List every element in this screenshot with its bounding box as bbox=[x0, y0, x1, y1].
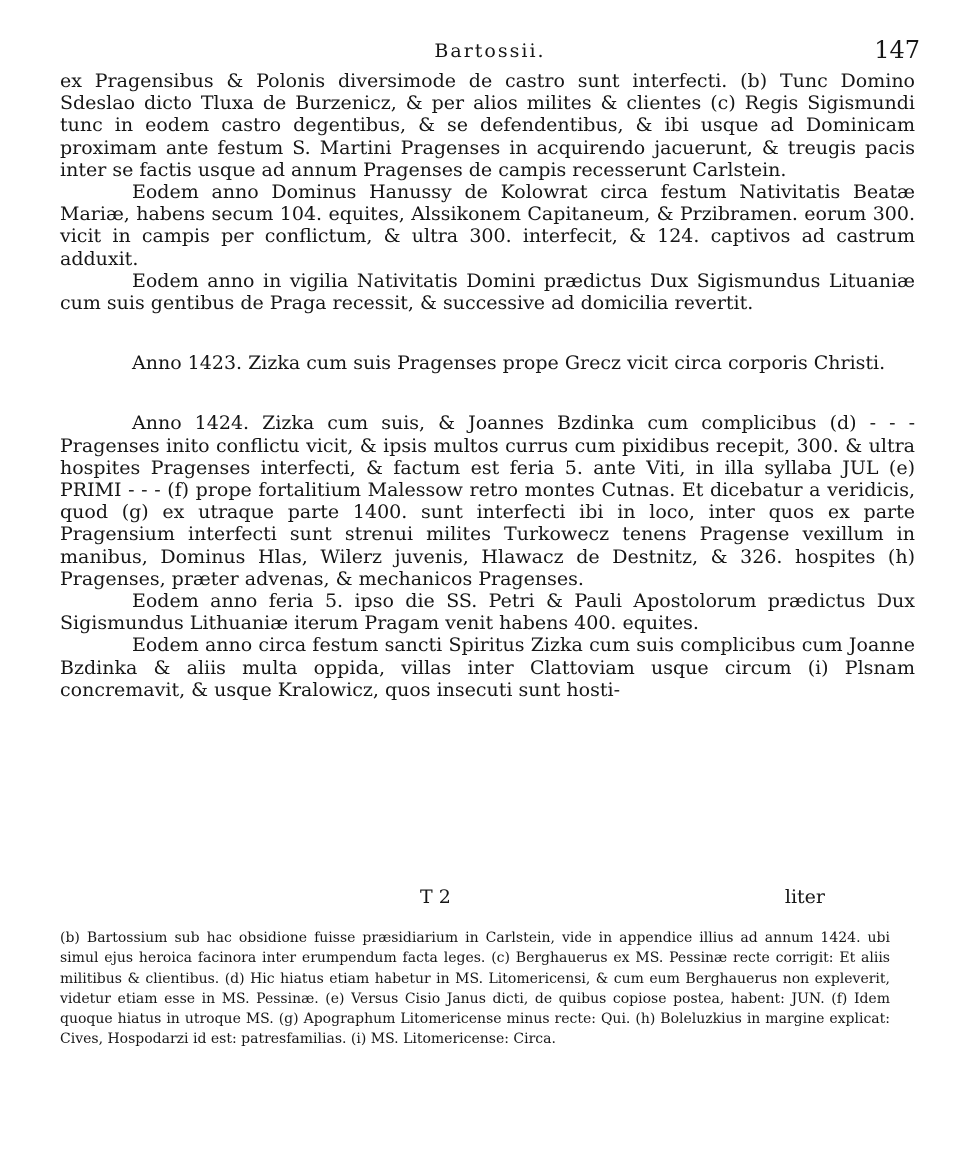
catchword: liter bbox=[784, 886, 825, 908]
main-text bbox=[60, 70, 915, 701]
footnotes bbox=[60, 928, 890, 1050]
paragraph-castrum: ex Pragensibus & Polonis diversimode de castro sunt interfecti. (b) Tunc Domino Sdeslao dicto Tluxa de Burzenicz, & per alios milites & clientes (c) Regis Sigismundi tunc in eodem castro degentibus, & se defendentibus, & ibi usque ad Dominicam proximam ante festum S. Martini Pragenses in acquirendo jacuerunt, & treugis pacis inter se factis usque ad annum Pragenses de campis recesserunt Carlstein. bbox=[60, 70, 915, 181]
entry-1424: Anno 1424. Zizka cum suis, & Joannes Bzdinka cum complicibus (d) - - - Pragenses inito conflictu vicit, & ipsis multos currus cum pixidibus recepit, 300. & ultra hospites Pragenses interfecti, & factum est feria 5. ante Viti, in illa syllaba JUL (e) PRIMI - - - (f) prope fortalitium Malessow retro montes Cutnas. Et dicebatur a veridicis, quod (g) ex utraque parte 1400. sunt interfecti ibi in loco, inter quos ex parte Pragensium interfecti sunt strenui milites Turkowecz tenens Pragense vexillum in manibus, Dominus Hlas, Wilerz juvenis, Hlawacz de Destnitz, & 326. hospites (h) Pragenses, præter advenas, & mechanicos Pragenses. bbox=[60, 412, 915, 590]
footnote-text: (b) Bartossium sub hac obsidione fuisse præsidiarium in Carlstein, vide in appendice illius ad annum 1424. ubi simul ejus heroica facinora inter erumpendum facta leges. (c) Berghauerus ex MS. Pessinæ recte corrigit: Et aliis militibus & clientibus. (d) Hic hiatus etiam habetur in MS. Litomericensi, & cum eum Berghauerus non expleverit, videtur etiam esse in MS. Pessinæ. (e) Versus Cisio Janus dicti, de quibus copiose postea, habent: JUN. (f) Idem quoque hiatus in utroque MS. (g) Apographum Litomericense minus recte: Qui. (h) Boleluzkius in margine explicat: Cives, Hospodarzi id est: patresfamilias. (i) MS. Litomericense: Circa. bbox=[60, 930, 890, 1048]
entry-1423: Anno 1423. Zizka cum suis Pragenses prope Grecz vicit circa corporis Christi. bbox=[132, 352, 886, 375]
paragraph-kolowrat: Eodem anno Dominus Hanussy de Kolowrat circa festum Nativitatis Beatæ Mariæ, habens secum 104. equites, Alssikonem Capitaneum, & Przibramen. eorum 300. vicit in campis per conflictum, & ultra 300. interfecit, & 124. captivos ad castrum adduxit. bbox=[60, 181, 915, 270]
entry-1424-spiritus: Eodem anno circa festum sancti Spiritus Zizka cum suis complicibus cum Joanne Bzdinka & aliis multa oppida, villas inter Clattoviam usque circum (i) Plsnam concremavit, & usque Kralowicz, quos insecuti sunt hosti- bbox=[60, 634, 915, 701]
signature-mark: T 2 bbox=[420, 886, 451, 908]
signature-row bbox=[60, 886, 915, 910]
page-header bbox=[60, 34, 920, 70]
entry-1424-petri-pauli: Eodem anno feria 5. ipso die SS. Petri & Pauli Apostolorum prædictus Dux Sigismundus Lithuaniæ iterum Pragam venit habens 400. equites. bbox=[60, 590, 915, 635]
paragraph-sigismundus: Eodem anno in vigilia Nativitatis Domini prædictus Dux Sigismundus Lituaniæ cum suis gentibus de Praga recessit, & successive ad domicilia revertit. bbox=[60, 269, 915, 315]
page-number: 147 bbox=[874, 36, 920, 64]
running-title: Bartossii. bbox=[434, 40, 546, 62]
